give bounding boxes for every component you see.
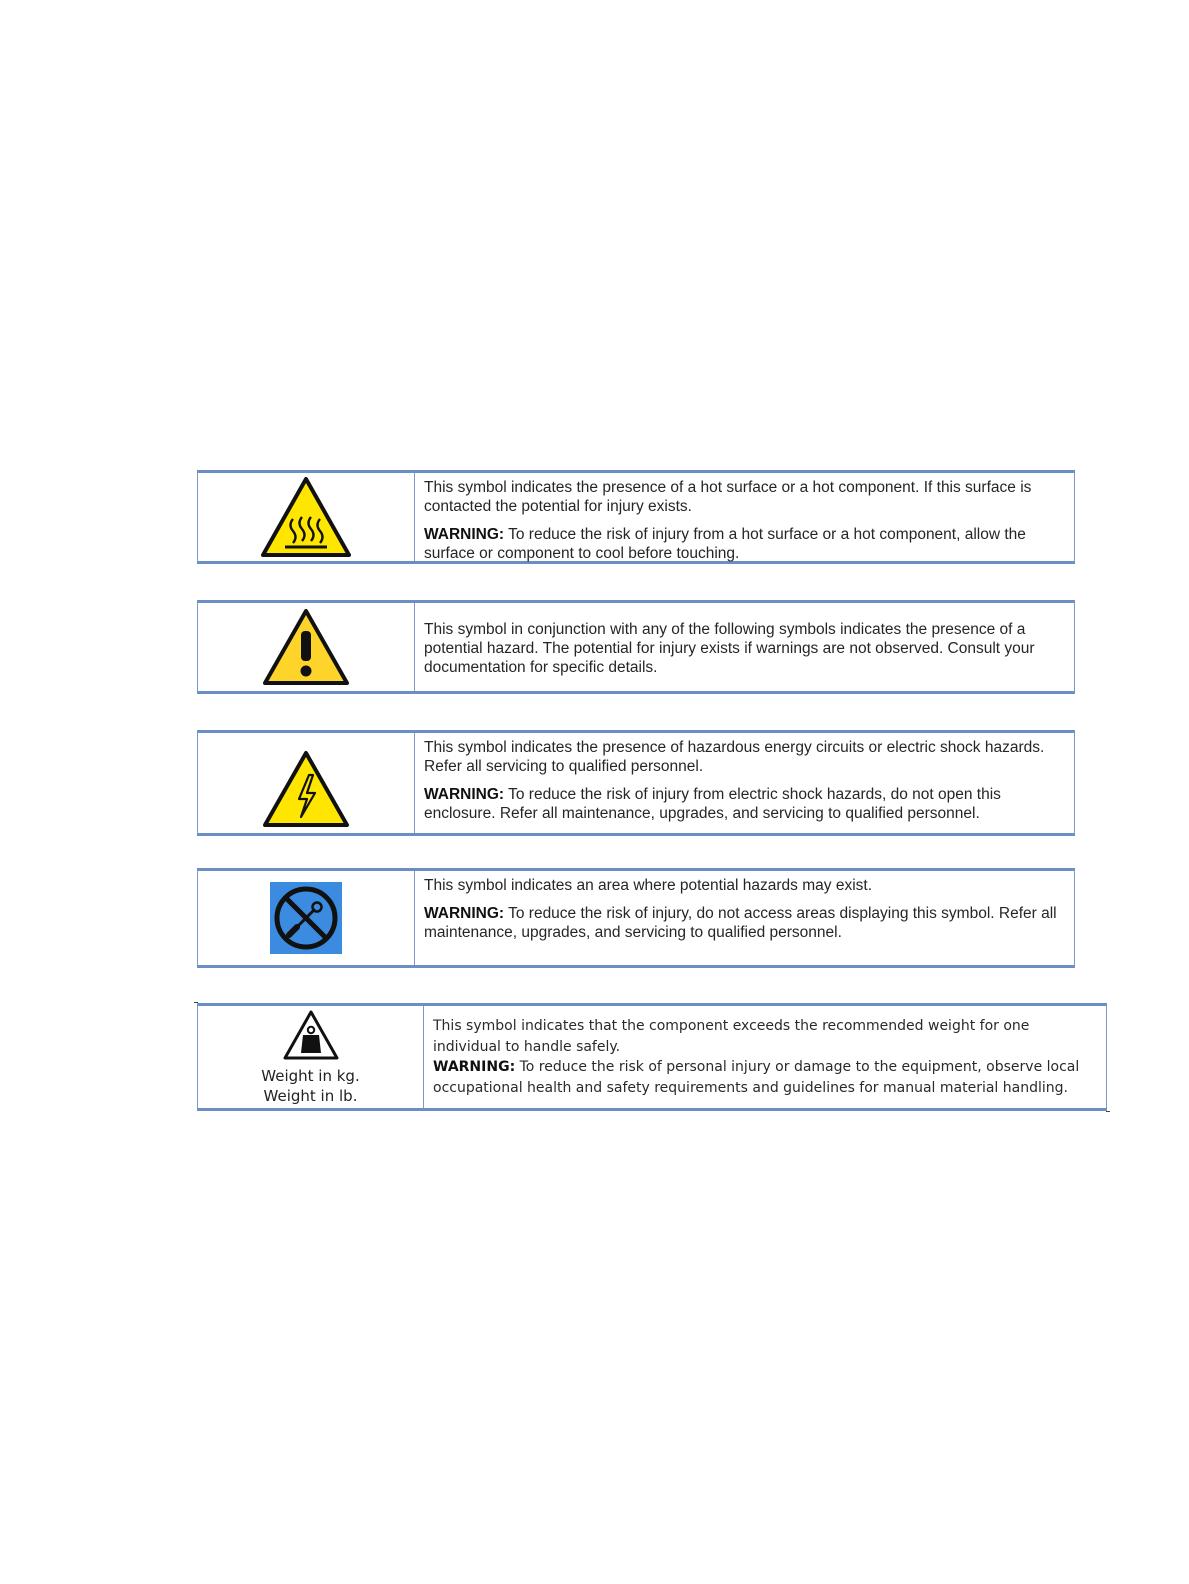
warning-paragraph (424, 785, 1065, 823)
icon-cell (198, 1006, 424, 1108)
warning-label: WARNING: (424, 786, 505, 803)
icon-cell (198, 603, 415, 691)
symbol-description: This symbol indicates an area where potential hazards may exist. (424, 877, 872, 894)
warning-text: To reduce the risk of personal injury or damage to the equipment, observe local occupational health and safety requirements and guidelines for manual material handling. (433, 1059, 1080, 1096)
symbol-text (424, 1006, 1106, 1108)
symbol-row-no-access (197, 868, 1075, 968)
symbol-row-electric-shock (197, 730, 1075, 836)
icon-cell (198, 473, 415, 561)
warning-text: To reduce the risk of injury from a hot surface or a hot component, allow the surface or component to cool before touching. (424, 526, 1026, 562)
symbol-text (415, 473, 1074, 561)
symbol-row-hot-surface (197, 470, 1075, 564)
warning-label: WARNING: (433, 1059, 516, 1075)
warning-label: WARNING: (424, 526, 505, 543)
symbol-text (415, 733, 1074, 833)
warning-paragraph (433, 1057, 1097, 1098)
symbol-row-heavy-weight (197, 1003, 1107, 1111)
general-warning-icon (261, 607, 351, 687)
warning-text: To reduce the risk of injury from electric shock hazards, do not open this enclosure. Refer all maintenance, upgrades, and servicing to qualified personnel. (424, 786, 1001, 822)
no-access-icon (270, 882, 342, 954)
weight-lb-label: Weight in lb. (263, 1086, 358, 1105)
warning-paragraph (424, 904, 1065, 942)
symbol-row-general-warning (197, 600, 1075, 694)
symbol-description: This symbol indicates that the component exceeds the recommended weight for one individual to handle safely. (433, 1018, 1030, 1055)
icon-cell (198, 733, 415, 833)
icon-cell (198, 871, 415, 965)
warning-paragraph (424, 525, 1065, 563)
hot-surface-icon (259, 475, 353, 559)
weight-kg-label: Weight in kg. (261, 1066, 360, 1085)
symbol-text (415, 871, 1074, 965)
symbol-description: This symbol in conjunction with any of the following symbols indicates the presence of a potential hazard. The potential for injury exists if warnings are not observed. Consult your documentation for specific details. (424, 621, 1035, 676)
warning-text: To reduce the risk of injury, do not access areas displaying this symbol. Refer all maintenance, upgrades, and servicing to qualified personnel. (424, 905, 1057, 941)
symbol-description: This symbol indicates the presence of a hot surface or a hot component. If this surface is contacted the potential for injury exists. (424, 479, 1032, 515)
warning-label: WARNING: (424, 905, 505, 922)
electric-shock-icon (261, 749, 351, 829)
symbol-description: This symbol indicates the presence of hazardous energy circuits or electric shock hazards. Refer all servicing to qualified personnel. (424, 739, 1045, 775)
heavy-weight-icon (282, 1009, 340, 1061)
symbol-text (415, 603, 1074, 691)
